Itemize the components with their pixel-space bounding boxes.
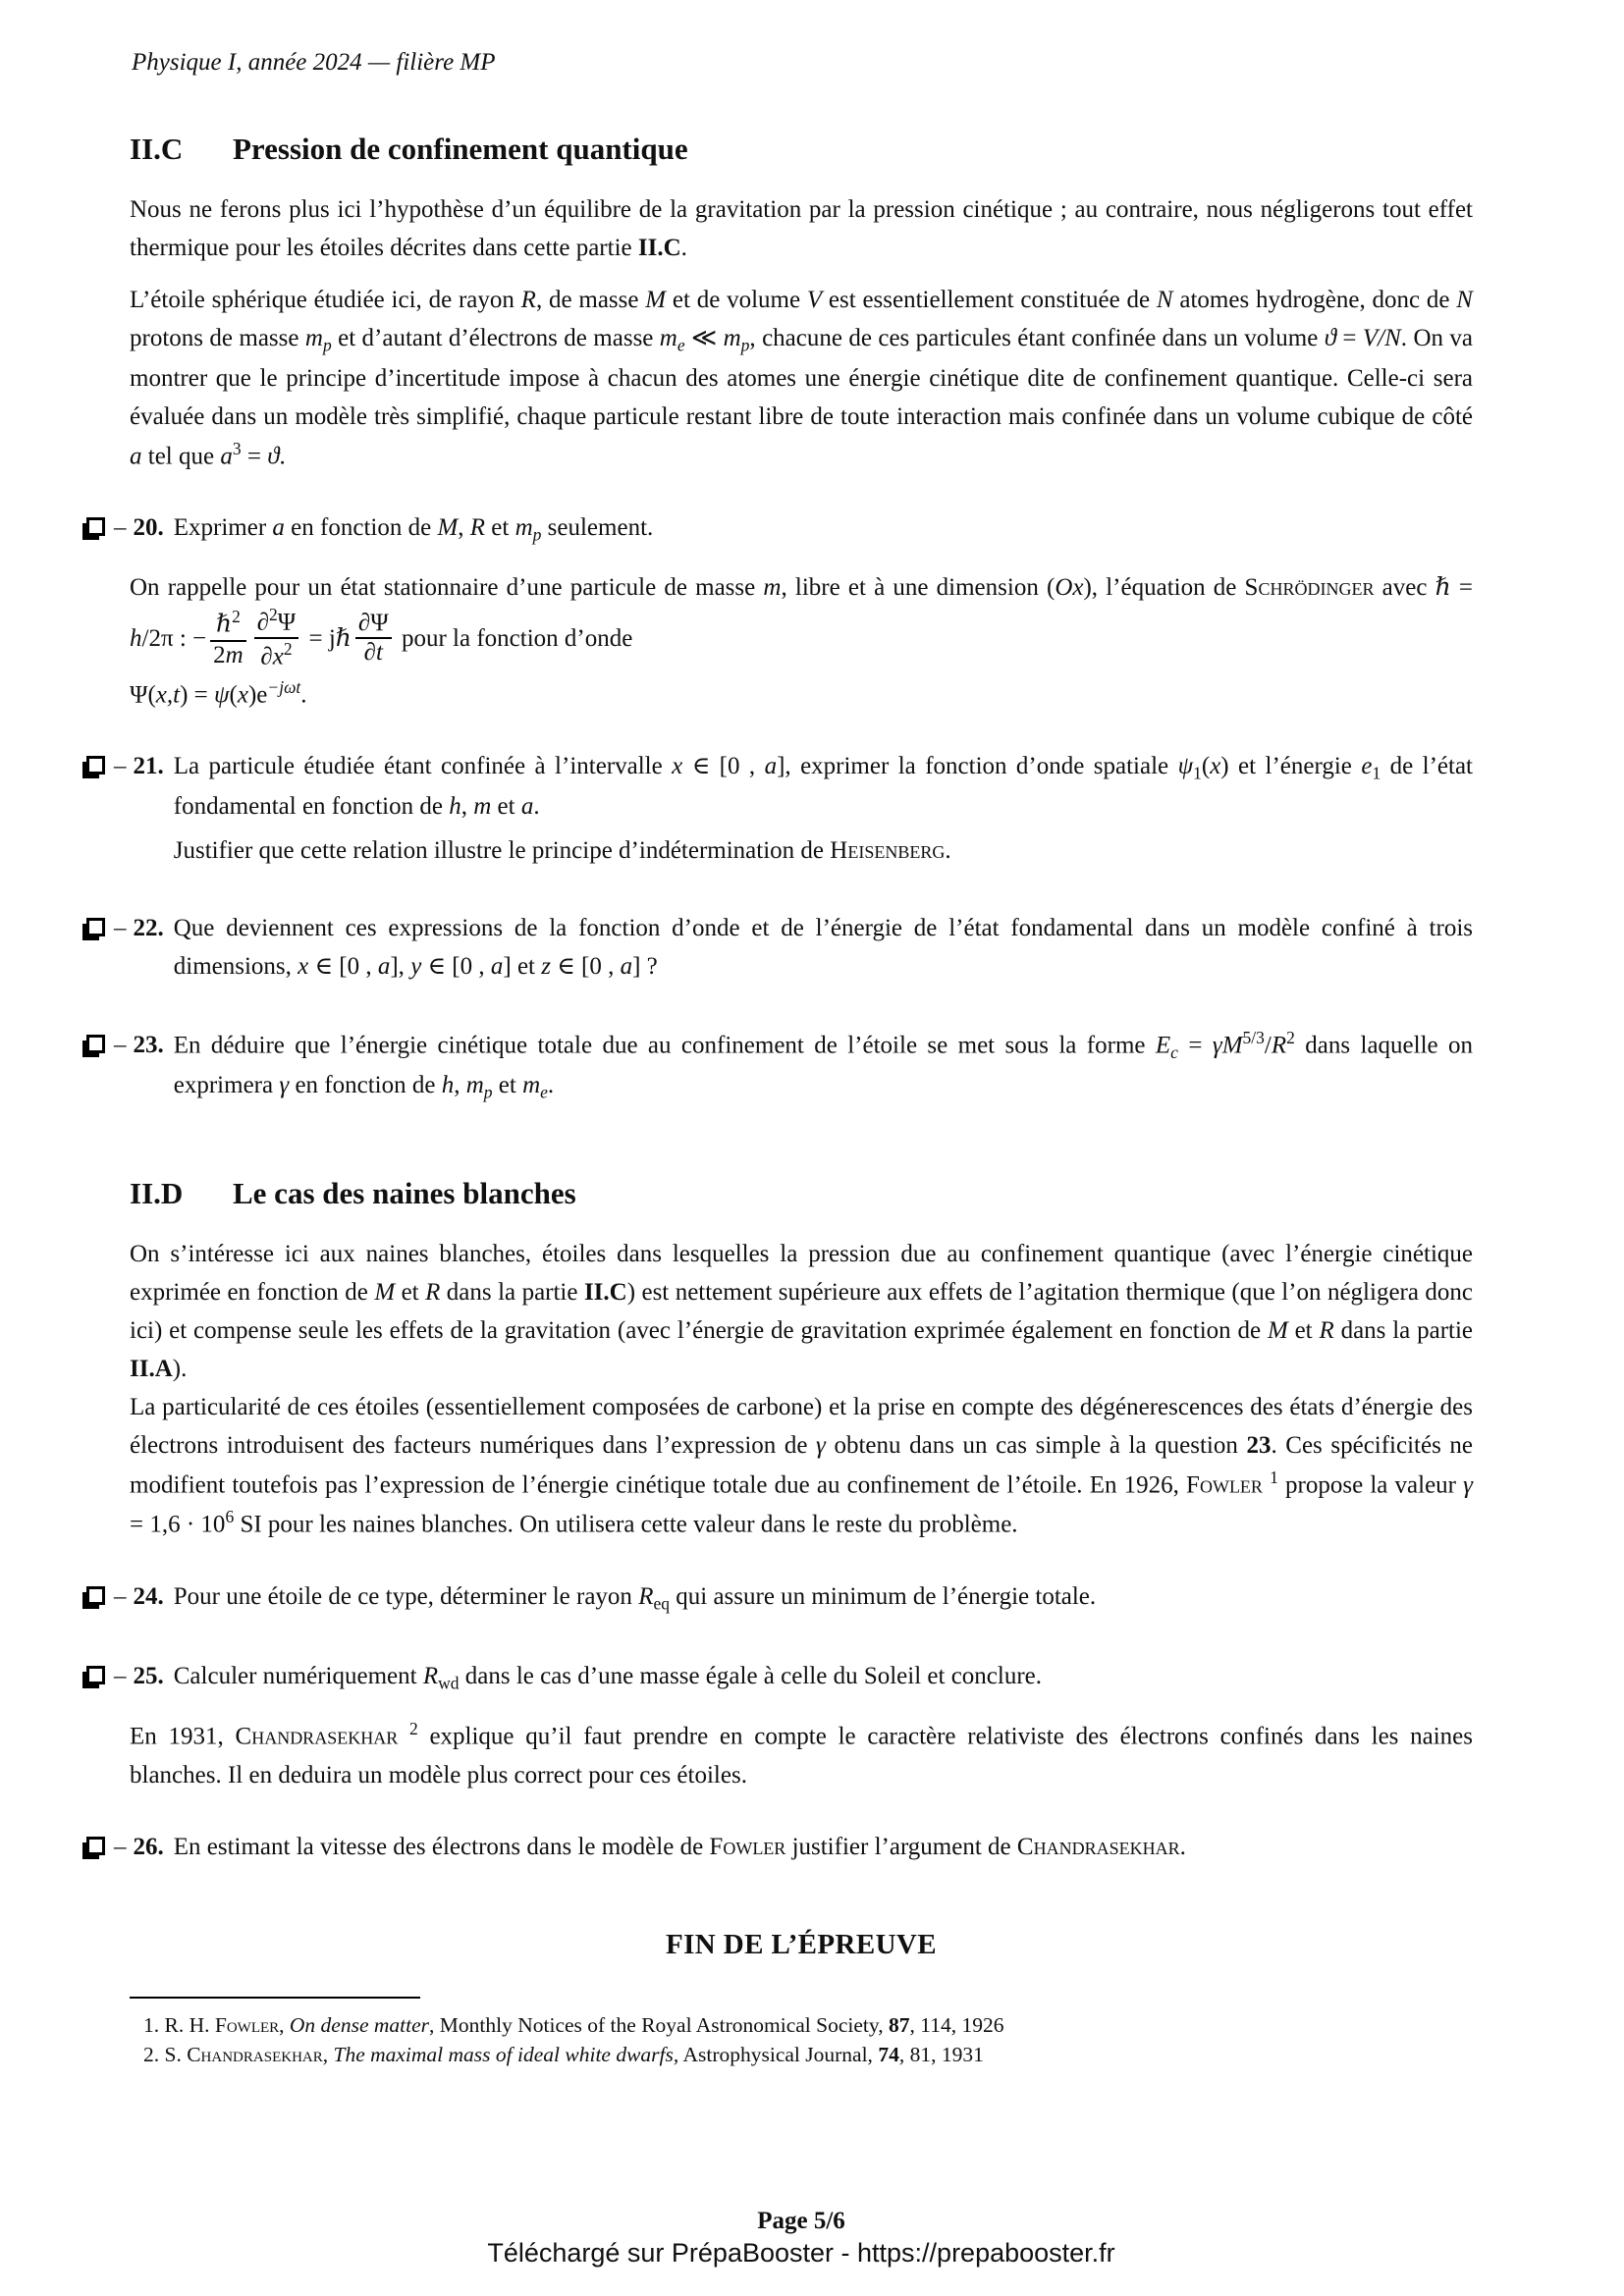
- question-25-body: Calculer numériquement $R_{wd}$ dans le cas d’une masse égale à celle du Soleil et conclure.: [173, 1662, 1043, 1692]
- section-number: II.C: [130, 132, 184, 166]
- question-22-body: Que deviennent ces expressions de la fonction d’onde et de l’énergie de l’état fondamental dans un modèle confiné à trois dimensions, x ∈ [0 , a], y ∈ [0 , a] et z ∈ [0 , a] ?: [173, 914, 1473, 980]
- question-number: 24.: [133, 1582, 164, 1610]
- question-23-head: [86, 1026, 164, 1064]
- question-26-head: [86, 1828, 164, 1866]
- checkbox-icon: [86, 756, 105, 774]
- equation-fraction: $\frac{\partial^2\Psi}{\partial x^2}$: [254, 605, 299, 672]
- end-of-exam-label: FIN DE L’ÉPREUVE: [665, 1928, 938, 1960]
- equation-fraction: $\frac{\hbar^2}{2m}$: [210, 607, 246, 669]
- section-title: Le cas des naines blanches: [233, 1175, 576, 1210]
- question-dash: –: [114, 1032, 127, 1059]
- footnote-rule: [130, 1997, 420, 1999]
- question-number: 20.: [133, 514, 164, 542]
- question-24-head: [86, 1577, 164, 1616]
- question-dash: –: [114, 1662, 127, 1689]
- question-dash: –: [114, 753, 127, 780]
- question-dash: –: [114, 914, 127, 941]
- question-24-body: Pour une étoile de ce type, déterminer le rayon $R_{eq}$ qui assure un minimum de l’énergie totale.: [173, 1582, 1097, 1614]
- question-25: [86, 1657, 1473, 1697]
- checkbox-icon: [86, 1035, 105, 1053]
- question-dash: –: [114, 514, 127, 542]
- checkbox-icon: [86, 517, 105, 536]
- page-footer: [130, 2207, 1473, 2270]
- equation-tail: pour la fonction d’onde: [395, 625, 633, 653]
- question-number: 21.: [133, 753, 164, 780]
- question-21: [86, 747, 1473, 870]
- checkbox-icon: [86, 918, 105, 936]
- question-23: [86, 1025, 1473, 1106]
- question-20-head: [86, 508, 164, 547]
- question-24: [86, 1577, 1473, 1618]
- page-number: Page 5/6: [757, 2207, 845, 2234]
- equation-middle: = jℏ: [302, 625, 352, 653]
- question-20: [86, 508, 1473, 549]
- question-21-body: [174, 747, 1473, 870]
- question-21-text-2: Justifier que cette relation illustre le principe d’indétermination de Heisenberg.: [173, 836, 951, 864]
- download-watermark: Téléchargé sur PrépaBooster - https://prepabooster.fr: [487, 2237, 1115, 2268]
- question-26-body: En estimant la vitesse des électrons dans le modèle de Fowler justifier l’argument de Chandrasekhar.: [173, 1833, 1186, 1860]
- question-dash: –: [114, 1833, 127, 1860]
- checkbox-icon: [86, 1837, 105, 1855]
- question-21-head: [86, 747, 164, 785]
- question-number: 26.: [133, 1833, 164, 1860]
- question-25-head: [86, 1657, 164, 1695]
- checkbox-icon: [86, 1586, 105, 1605]
- question-26: [86, 1828, 1473, 1866]
- section-title: Pression de confinement quantique: [233, 132, 688, 166]
- question-number: 23.: [133, 1032, 164, 1059]
- para-iic-1: Nous ne ferons plus ici l’hypothèse d’un équilibre de la gravitation par la pression cinétique ; au contraire, nous négligerons tout effet thermique pour les étoiles décrites dans cette partie II.C.: [130, 196, 1473, 262]
- question-number: 22.: [133, 914, 164, 941]
- wavefunction-line: $\Psi(x,t) = \psi(x)e^{-j\omega t}$.: [130, 676, 307, 709]
- question-21-text: La particule étudiée étant confinée à l’intervalle x ∈ [0 , a], exprimer la fonction d’onde spatiale $\psi_1(x)$ et l’énergie $e_1$ de l’état fondamental en fonction de h, m et a.: [173, 753, 1473, 820]
- para-iic-2: L’étoile sphérique étudiée ici, de rayon R, de masse M et de volume V est essentiellement constituée de N atomes hydrogène, donc de N protons de masse $m_p$ et d’autant d’électrons de masse $m_e$ ≪ $m_p$, chacune de ces particules étant confinée dans un volume ϑ = V/N. On va montrer que le principe d’incertitude impose à chacun des atomes une énergie cinétique dite de confinement quantique. Celle-ci sera évaluée dans un modèle très simplifié, chaque particule restant libre de toute interaction mais confinée dans un volume cubique de côté a tel que $a^3 = ϑ$.: [130, 287, 1473, 470]
- equation-intro: On rappelle pour un état stationnaire d’une particule de masse m, libre et à une dimension (Ox), l’équation de Schrödinger avec ℏ = h/2π : −: [130, 573, 1473, 653]
- section-number: II.D: [130, 1175, 184, 1210]
- section-heading-iic: [130, 131, 1473, 167]
- section-heading-iid: [130, 1175, 1473, 1211]
- question-22-head: [86, 909, 164, 947]
- checkbox-icon: [86, 1666, 105, 1684]
- para-iid-1: On s’intéresse ici aux naines blanches, étoiles dans lesquelles la pression due au confinement quantique (avec l’énergie cinétique exprimée en fonction de M et R dans la partie II.C) est nettement supérieure aux effets de l’agitation thermique (que l’on négligera donc ici) et compense seule les effets de la gravitation (avec l’énergie de gravitation exprimée également en fonction de M et R dans la partie II.A).: [130, 1240, 1474, 1382]
- footnote-1: 1. R. H. Fowler, On dense matter, Monthly Notices of the Royal Astronomical Society, 87, 114, 1926: [143, 2012, 1004, 2037]
- running-header: Physique I, année 2024 — filière MP: [132, 49, 496, 76]
- question-23-body: En déduire que l’énergie cinétique totale due au confinement de l’étoile se met sous la forme $E_c = \gamma M^{5/3}/R^2$ dans laquelle on exprimera γ en fonction de h, $m_p$ et $m_e$.: [173, 1027, 1474, 1102]
- equation-fraction: $\frac{\partial\Psi}{\partial t}$: [355, 610, 392, 668]
- question-number: 25.: [133, 1662, 164, 1689]
- question-dash: –: [114, 1582, 127, 1610]
- para-schrodinger: [130, 568, 1473, 714]
- para-iid-2: La particularité de ces étoiles (essentiellement composées de carbone) et la prise en compte des dégénerescences des états d’énergie des électrons introduisent des facteurs numériques dans l’expression de γ obtenu dans un cas simple à la question 23. Ces spécificités ne modifient toutefois pas l’expression de l’énergie cinétique totale due au confinement de l’étoile. En 1926, Fowler $^1$ propose la valeur $\gamma = 1,6 \cdot 10^6$ SI pour les naines blanches. On utilisera cette valeur dans le reste du problème.: [130, 1393, 1474, 1538]
- para-chandrasekhar: En 1931, Chandrasekhar $^2$ explique qu’il faut prendre en compte le caractère relativiste des électrons confinés dans les naines blanches. Il en deduira un modèle plus correct pour ces étoiles.: [130, 1719, 1474, 1789]
- question-22: [86, 909, 1473, 986]
- footnote-2: 2. S. Chandrasekhar, The maximal mass of ideal white dwarfs, Astrophysical Journal, 74, 81, 1931: [143, 2043, 984, 2067]
- question-20-body: Exprimer a en fonction de M, R et $m_p$ seulement.: [173, 514, 654, 545]
